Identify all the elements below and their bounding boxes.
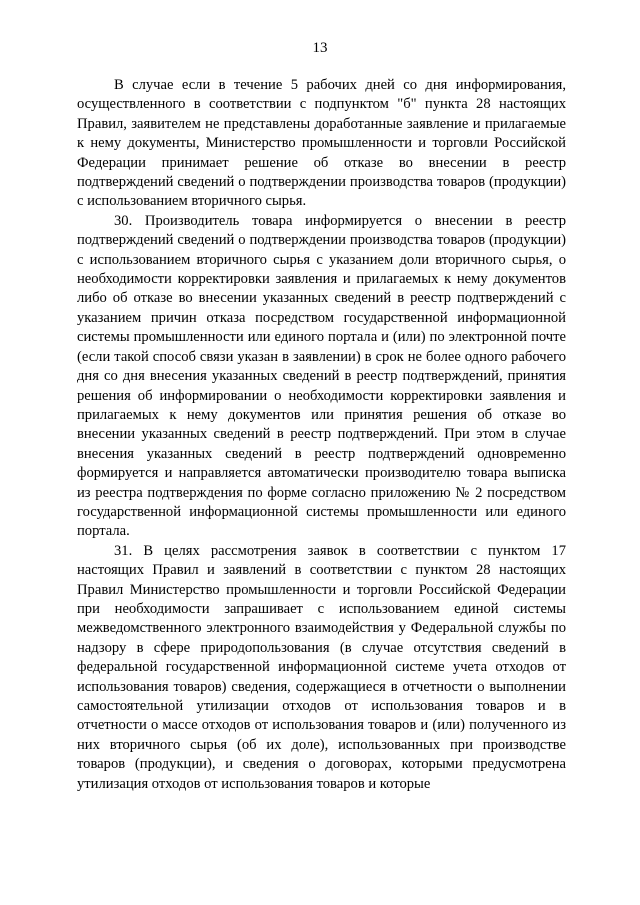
paragraph-31-interagency-request: 31. В целях рассмотрения заявок в соответствии с пунктом 17 настоящих Правил и заявлений в соответствии с пунктом 28 настоящих Правил Министерство промышленности и торговли Российской Федерации при необходимости запрашивает с использованием единой системы межведомственного электронного взаимодействия у Федеральной службы по надзору в сфере природопользования (в случае отсутствия сведений в федеральной государственной информационной системе учета отходов от использования товаров) сведения, содержащиеся в отчетности о выполнении самостоятельной утилизации отходов от использования товаров и в отчетности о массе отходов от использования товаров и (или) полученного из них вторичного сырья (об их доле), использованных при производстве товаров (продукции), и сведения о договорах, которыми предусмотрена утилизация отходов от использования товаров и которые (77, 542, 566, 792)
paragraph-refusal-decision: В случае если в течение 5 рабочих дней со дня информирования, осуществленного в соответствии с подпунктом "б" пункта 28 настоящих Правил, заявителем не представлены доработанные заявление и прилагаемые к нему документы, Министерство промышленности и торговли Российской Федерации принимает решение об отказе во внесении в реестр подтверждений сведений о подтверждении производства товаров (продукции) с использованием вторичного сырья. (77, 77, 566, 210)
document-body (77, 76, 566, 794)
paragraph-30-producer-notification: 30. Производитель товара информируется о внесении в реестр подтверждений сведений о подтверждении производства товаров (продукции) с использованием вторичного сырья с указанием доли вторичного сырья, о необходимости корректировки заявления и прилагаемых к нему документов либо об отказе во внесении указанных сведений в реестр подтверждений с указанием причин отказа посредством государственной информационной системы промышленности или единого портала и (или) по электронной почте (если такой способ связи указан в заявлении) в срок не более одного рабочего дня со дня внесения указанных сведений в реестр подтверждений, принятия решения об информировании о необходимости корректировки заявления и прилагаемых к нему документов или принятия решения об отказе во внесении указанных сведений в реестр подтверждений. При этом в случае внесения указанных сведений в реестр подтверждений одновременно формируется и направляется автоматически производителю товара выписка из реестра подтверждения по форме согласно приложению № 2 посредством государственной информационной системы промышленности или единого портала. (77, 212, 566, 540)
page-number: 13 (312, 40, 328, 56)
